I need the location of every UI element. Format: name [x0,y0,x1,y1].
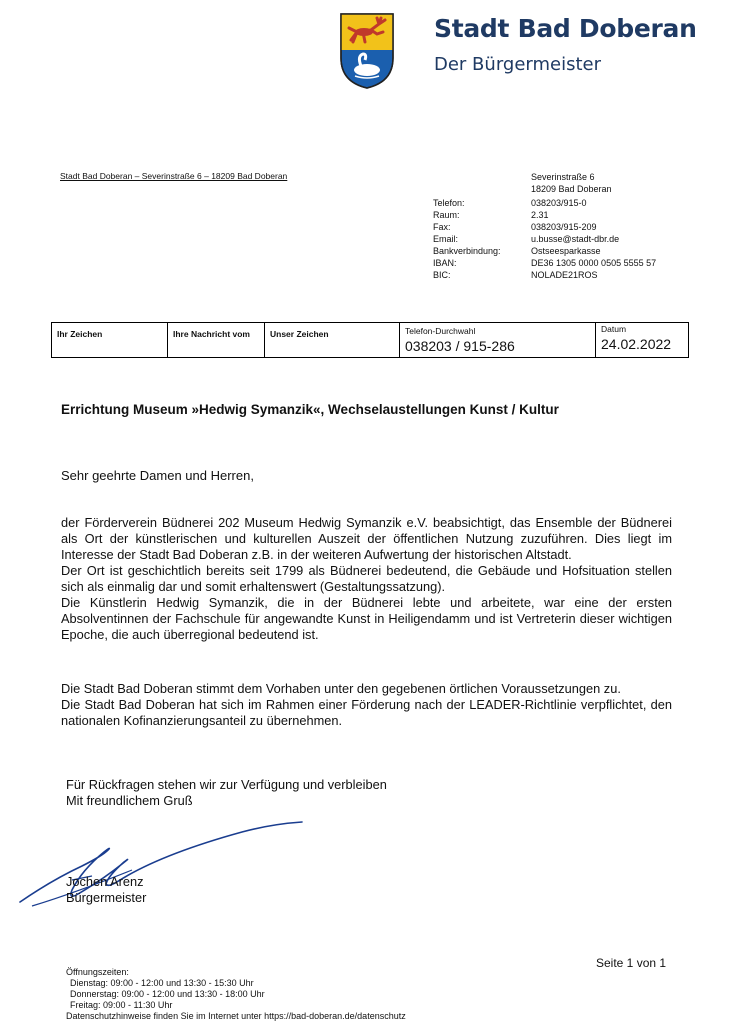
contact-city: 18209 Bad Doberan [531,184,612,194]
contact-value: NOLADE21ROS [531,270,598,280]
ref-cell-date [596,323,688,357]
signer-title: Bürgermeister [66,890,147,905]
ref-cell-our-sign: Unser Zeichen [265,323,400,357]
body-paragraph: der Förderverein Büdnerei 202 Museum Hedwig Symanzik e.V. beabsichtigt, das Ensemble der Büdnerei als Ort der künstlerischen und kulturellen Auszeit der öffentlichen Nutzung zuzuführen. Dies liegt im Interesse der Stadt Bad Doberan z.B. in der weiteren Aufwertung der historischen Altstadt. [61,515,672,562]
contact-label: Fax: [433,222,451,232]
ref-phone-label: Telefon-Durchwahl [405,326,476,336]
contact-label: IBAN: [433,258,457,268]
letter-salutation: Sehr geehrte Damen und Herren, [61,468,254,483]
ref-phone-value: 038203 / 915-286 [405,338,515,354]
contact-label: Bankverbindung: [433,246,501,256]
ref-cell-your-message: Ihre Nachricht vom [168,323,265,357]
letterhead-office-title: Der Bürgermeister [434,54,602,75]
ref-cell-phone [400,323,596,357]
contact-row-room [433,209,656,221]
ref-cell-your-sign: Ihr Zeichen [52,323,168,357]
opening-hours [66,967,406,1022]
contact-value: DE36 1305 0000 0505 5555 57 [531,258,657,268]
contact-label: Raum: [433,210,460,220]
hours-friday: Freitag: 09:00 - 11:30 Uhr [70,1000,173,1010]
sender-return-address: Stadt Bad Doberan – Severinstraße 6 – 18209 Bad Doberan [60,171,288,181]
body-paragraph: Die Stadt Bad Doberan hat sich im Rahmen einer Förderung nach der LEADER-Richtlinie verpflichtet, den nationalen Kofinanzierungsanteil zu übernehmen. [61,697,672,728]
hours-title: Öffnungszeiten: [66,967,129,977]
contact-email: u.busse@stadt-dbr.de [531,234,620,244]
closing-line: Für Rückfragen stehen wir zur Verfügung und verbleiben [66,777,387,792]
body-paragraph: Die Künstlerin Hedwig Symanzik, die in der Büdnerei lebte und arbeitete, war eine der ersten Absolventinnen der Fachschule für angewandte Kunst in Heiligendamm und ist Vertreterin dieser wichtigen Epoche, die auch überregional bedeutend ist. [61,595,672,642]
contact-street: Severinstraße 6 [531,172,595,182]
body-paragraph: Die Stadt Bad Doberan stimmt dem Vorhaben unter den gegebenen örtlichen Voraussetzungen zu. [61,681,621,696]
privacy-note: Datenschutzhinweise finden Sie im Internet unter https://bad-doberan.de/datenschutz [66,1011,406,1021]
hours-tuesday: Dienstag: 09:00 - 12:00 und 13:30 - 15:30 Uhr [70,978,254,988]
body-paragraph: Der Ort ist geschichtlich bereits seit 1799 als Büdnerei bedeutend, die Gebäude und Hofsituation stellen sich als einmalig dar und somit erhaltenswert (Gestaltungssatzung). [61,563,672,594]
contact-row-fax [433,221,656,233]
letter-body-block-1 [61,515,672,643]
contact-label: BIC: [433,270,451,280]
contact-value: 038203/915-0 [531,198,587,208]
ref-date-value: 24.02.2022 [601,336,672,352]
ref-date-label: Datum [601,324,627,334]
letter-closing [66,777,387,809]
contact-label: Email: [433,234,459,244]
handwritten-signature [12,810,312,920]
contact-value: Ostseesparkasse [531,246,601,256]
hours-thursday: Donnerstag: 09:00 - 12:00 und 13:30 - 18:00 Uhr [70,989,265,999]
contact-address [531,171,612,195]
contact-row-email [433,233,656,245]
reference-table [51,322,689,358]
contact-row-bic [433,269,656,281]
contact-value: 2.31 [531,210,549,220]
contact-row-iban [433,257,656,269]
contact-details [433,197,656,281]
city-coat-of-arms [337,10,397,90]
contact-label: Telefon: [433,198,465,208]
contact-value: 038203/915-209 [531,222,597,232]
letterhead-city-name: Stadt Bad Doberan [434,14,697,43]
closing-greeting: Mit freundlichem Gruß [66,793,193,808]
contact-row-phone [433,197,656,209]
letter-subject: Errichtung Museum »Hedwig Symanzik«, Wechselaustellungen Kunst / Kultur [61,402,559,417]
letter-body-block-2 [61,681,672,729]
contact-row-bank [433,245,656,257]
page-number: Seite 1 von 1 [596,956,667,970]
signer-name: Jochen Arenz [66,874,144,889]
